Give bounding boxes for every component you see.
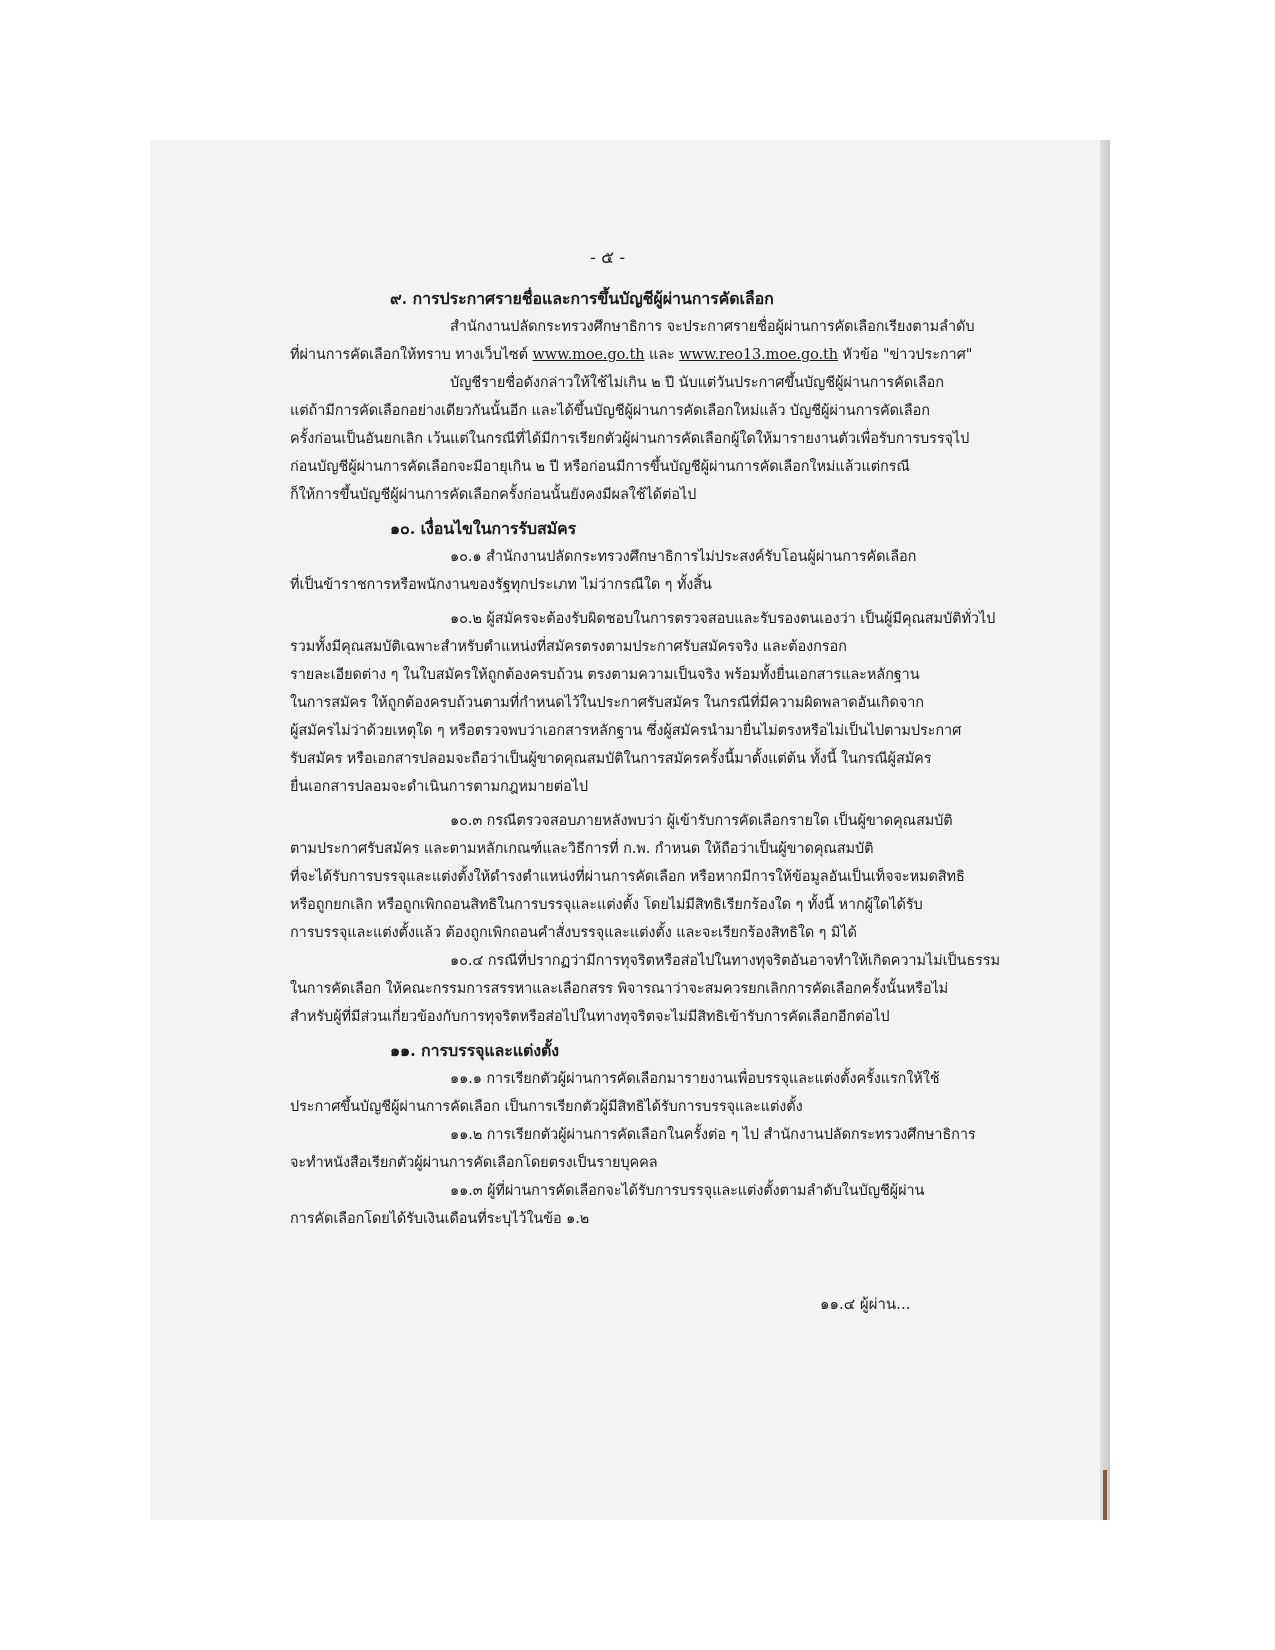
paragraph-line: ในการสมัคร ให้ถูกต้องครบถ้วนตามที่กำหนดไว้ในประกาศรับสมัคร ในกรณีที่มีความผิดพลาดอันเกิดจาก <box>290 695 924 711</box>
document-body <box>290 285 1000 1233</box>
paragraph-line: ๑๐.๓ กรณีตรวจสอบภายหลังพบว่า ผู้เข้ารับการคัดเลือกรายใด เป็นผู้ขาดคุณสมบัติ <box>450 813 953 829</box>
paragraph-line: ก็ให้การขึ้นบัญชีผู้ผ่านการคัดเลือกครั้งก่อนนั้นยังคงมีผลใช้ได้ต่อไป <box>290 487 697 503</box>
paragraph-line: หรือถูกยกเลิก หรือถูกเพิกถอนสิทธิในการบรรจุและแต่งตั้ง โดยไม่มีสิทธิเรียกร้องใด ๆ ทั้งนี้ หากผู้ใดได้รับ <box>290 897 923 913</box>
paragraph-line: ผู้สมัครไม่ว่าด้วยเหตุใด ๆ หรือตรวจพบว่าเอกสารหลักฐาน ซึ่งผู้สมัครนำมายื่นไม่ตรงหรือไม่เป็นไปตามประกาศ <box>290 723 962 739</box>
paragraph-line: แต่ถ้ามีการคัดเลือกอย่างเดียวกันนั้นอีก และได้ขึ้นบัญชีผู้ผ่านการคัดเลือกใหม่แล้ว บัญชีผู้ผ่านการคัดเลือก <box>290 403 930 419</box>
paragraph-line: การบรรจุและแต่งตั้งแล้ว ต้องถูกเพิกถอนคำสั่งบรรจุและแต่งตั้ง และจะเรียกร้องสิทธิใด ๆ มิได้ <box>290 925 857 941</box>
paragraph-line: ๑๑.๑ การเรียกตัวผู้ผ่านการคัดเลือกมารายงานเพื่อบรรจุและแต่งตั้งครั้งแรกให้ใช้ <box>450 1071 940 1087</box>
paragraph-line: ประกาศขึ้นบัญชีผู้ผ่านการคัดเลือก เป็นการเรียกตัวผู้มีสิทธิได้รับการบรรจุและแต่งตั้ง <box>290 1099 803 1115</box>
paragraph-line: สำหรับผู้ที่มีส่วนเกี่ยวข้องกับการทุจริตหรือส่อไปในทางทุจริตจะไม่มีสิทธิเข้ารับการคัดเลือกอีกต่อไป <box>290 1009 890 1025</box>
paragraph-line: รับสมัคร หรือเอกสารปลอมจะถือว่าเป็นผู้ขาดคุณสมบัติในการสมัครครั้งนี้มาตั้งแต่ต้น ทั้งนี้ ในกรณีผู้สมัคร <box>290 751 932 767</box>
paragraph-line: จะทำหนังสือเรียกตัวผู้ผ่านการคัดเลือกโดยตรงเป็นรายบุคคล <box>290 1155 658 1171</box>
paragraph-line: ยื่นเอกสารปลอมจะดำเนินการตามกฎหมายต่อไป <box>290 779 588 795</box>
continuation-note: ๑๑.๔ ผู้ผ่าน... <box>820 1295 911 1313</box>
paragraph-line: ตามประกาศรับสมัคร และตามหลักเกณฑ์และวิธีการที่ ก.พ. กำหนด ให้ถือว่าเป็นผู้ขาดคุณสมบัติ <box>290 841 874 857</box>
section-9-heading: ๙. การประกาศรายชื่อและการขึ้นบัญชีผู้ผ่านการคัดเลือก <box>390 289 774 308</box>
section-11-heading: ๑๑. การบรรจุและแต่งตั้ง <box>390 1041 559 1060</box>
paragraph-line: ที่เป็นข้าราชการหรือพนักงานของรัฐทุกประเภท ไม่ว่ากรณีใด ๆ ทั้งสิ้น <box>290 577 712 593</box>
paragraph-line: ๑๐.๔ กรณีที่ปรากฏว่ามีการทุจริตหรือส่อไปในทางทุจริตอันอาจทำให้เกิดความไม่เป็นธรรม <box>450 953 1000 969</box>
page-number: - ๕ - <box>590 248 626 268</box>
paragraph-line: ๑๐.๑ สำนักงานปลัดกระทรวงศึกษาธิการไม่ประสงค์รับโอนผู้ผ่านการคัดเลือก <box>450 549 917 565</box>
paragraph-line: ๑๑.๓ ผู้ที่ผ่านการคัดเลือกจะได้รับการบรรจุและแต่งตั้งตามลำดับในบัญชีผู้ผ่าน <box>450 1183 925 1199</box>
paragraph-line: รวมทั้งมีคุณสมบัติเฉพาะสำหรับตำแหน่งที่สมัครตรงตามประกาศรับสมัครจริง และต้องกรอก <box>290 639 847 655</box>
paragraph-line: บัญชีรายชื่อดังกล่าวให้ใช้ไม่เกิน ๒ ปี นับแต่วันประกาศขึ้นบัญชีผู้ผ่านการคัดเลือก <box>450 375 944 391</box>
scan-edge <box>1100 140 1110 1520</box>
paragraph-text: และ <box>649 347 675 363</box>
paragraph-line: สำนักงานปลัดกระทรวงศึกษาธิการ จะประกาศรายชื่อผู้ผ่านการคัดเลือกเรียงตามลำดับ <box>450 319 975 335</box>
paragraph-text: หัวข้อ "ข่าวประกาศ" <box>842 347 973 363</box>
paragraph-line: ที่จะได้รับการบรรจุและแต่งตั้งให้ดำรงตำแหน่งที่ผ่านการคัดเลือก หรือหากมีการให้ข้อมูลอันเป็นเท็จจะหมดสิทธิ <box>290 869 965 885</box>
paragraph-text: ที่ผ่านการคัดเลือกให้ทราบ ทางเว็บไซต์ <box>290 347 528 363</box>
section-10-heading: ๑๐. เงื่อนไขในการรับสมัคร <box>390 519 577 538</box>
paragraph-line: ครั้งก่อนเป็นอันยกเลิก เว้นแต่ในกรณีที่ได้มีการเรียกตัวผู้ผ่านการคัดเลือกผู้ใดให้มารายงานตัวเพื่อรับการบรรจุไป <box>290 431 970 447</box>
paragraph-line: ในการคัดเลือก ให้คณะกรรมการสรรหาและเลือกสรร พิจารณาว่าจะสมควรยกเลิกการคัดเลือกครั้งนั้นหรือไม่ <box>290 981 949 997</box>
paragraph-line: ๑๐.๒ ผู้สมัครจะต้องรับผิดชอบในการตรวจสอบและรับรองตนเองว่า เป็นผู้มีคุณสมบัติทั่วไป <box>450 611 996 627</box>
moe-website-link[interactable]: www.moe.go.th <box>532 347 645 363</box>
scan-edge-mark <box>1103 1470 1107 1520</box>
paragraph-line: ก่อนบัญชีผู้ผ่านการคัดเลือกจะมีอายุเกิน ๒ ปี หรือก่อนมีการขึ้นบัญชีผู้ผ่านการคัดเลือกใหม่แล้วแต่กรณี <box>290 459 910 475</box>
paragraph-line: ๑๑.๒ การเรียกตัวผู้ผ่านการคัดเลือกในครั้งต่อ ๆ ไป สำนักงานปลัดกระทรวงศึกษาธิการ <box>450 1127 976 1143</box>
paragraph-line: การคัดเลือกโดยได้รับเงินเดือนที่ระบุไว้ในข้อ ๑.๒ <box>290 1211 590 1227</box>
reo13-website-link[interactable]: www.reo13.moe.go.th <box>679 347 838 363</box>
paragraph-line <box>290 341 973 369</box>
paragraph-line: รายละเอียดต่าง ๆ ในใบสมัครให้ถูกต้องครบถ้วน ตรงตามความเป็นจริง พร้อมทั้งยื่นเอกสารและหลักฐาน <box>290 667 920 683</box>
